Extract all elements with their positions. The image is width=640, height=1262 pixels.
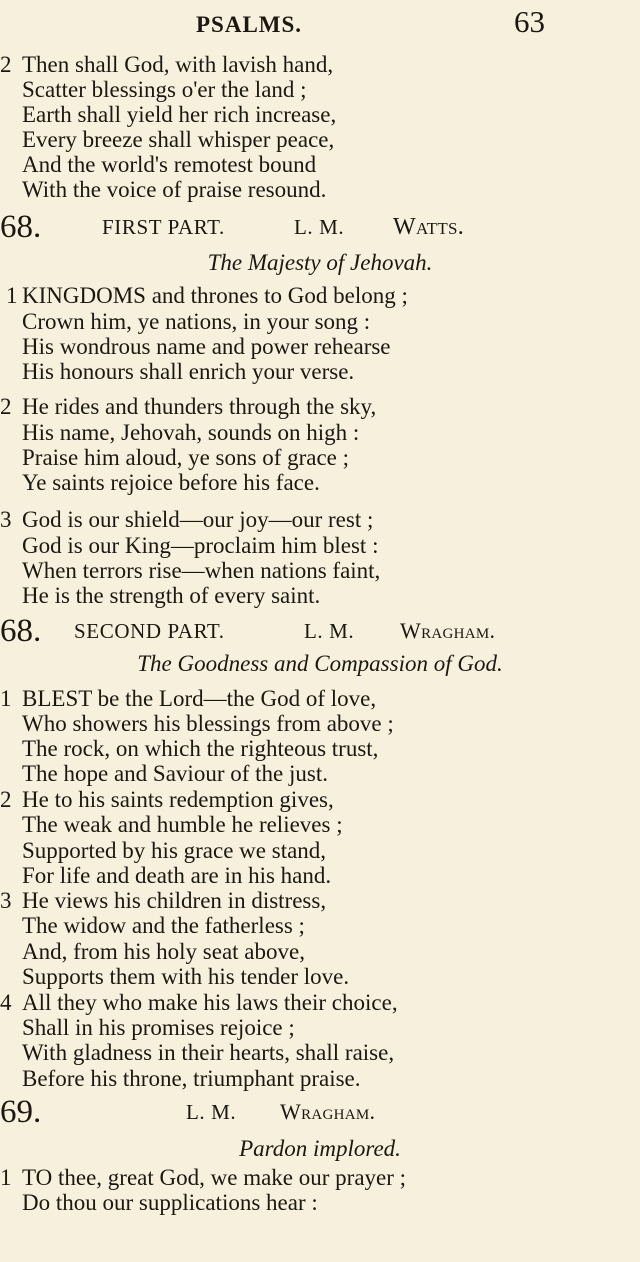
hymn-meter: L. M.: [304, 619, 355, 643]
page-header: [0, 2, 640, 42]
hymn-subtitle: The Majesty of Jehovah.: [207, 250, 433, 275]
verse-number: 4: [0, 990, 12, 1015]
verse-number: 2: [0, 394, 12, 419]
verse-number: 2: [0, 52, 12, 77]
page-number: 63: [514, 4, 545, 39]
hymnal-page: PSALMS. 63 2 Then shall God, with lavish hand, Scatter blessings o'er the land ; Earth shall yield her rich increase, Every breeze shall whisper peace, And the world's remotest bound With the voice of praise resound. 68. FIRST PART. L. M. Watts. The Majesty of Jehovah. 1 KINGDOMS and thrones to God belong ; Crown him, ye nations, in your song : His wondrous name and power rehearse His honours shall enrich your verse. 2 He rides and thunders through the sky, His name, Jehovah, sounds on high : Praise him aloud, ye sons of grace ; Ye saints rejoice before his face. 3 God is our shield—our joy—our rest ; God is our King—proclaim him blest : When terrors rise—when nations faint, He is the strength of every saint. 68. SECOND PART. L. M. Wragham. The Goodness and Compassion of God. 1 BLEST be the Lord—the God of love, Who showers his blessings from above ; The rock, on which the righteous trust, The hope and Saviour of the just. 2 He to his saints redemption gives, The weak and humble he relieves ; Supported by his grace we stand, For life and death are in his hand. 3 He views his children in distress, The widow and the fatherless ; And, from his holy seat above, Supports them with his tender love. 4 All they who make his laws their choice, Shall in his promises rejoice ; With gladness in their hearts, shall raise, Before his throne, triumphant praise. 69. L. M. Wragham. Pardon implored. 1 TO thee, great God, we make our prayer ; Do thou our supplications hear :: [0, 0, 640, 1262]
hymn-meter: L. M.: [186, 1100, 237, 1124]
verse-number: 1: [0, 1165, 12, 1190]
hymn-number: 68.: [0, 613, 42, 649]
hymn-part: SECOND PART.: [74, 619, 225, 643]
hymn-subtitle: The Goodness and Compassion of God.: [137, 651, 503, 676]
hymn-author: Watts.: [393, 214, 465, 240]
hymn-meter: L. M.: [294, 215, 345, 239]
hymn-part: FIRST PART.: [102, 215, 225, 239]
hymn-number: 68.: [0, 209, 42, 245]
running-head: PSALMS.: [196, 12, 303, 37]
hymn-number: 69.: [0, 1094, 42, 1130]
hymn-heading: [0, 1095, 640, 1129]
verse-number: 1: [0, 686, 12, 711]
verse-number: 3: [0, 507, 12, 532]
verse-number: 2: [0, 787, 12, 812]
hymn-heading: [0, 210, 640, 244]
verse-number: 3: [0, 888, 12, 913]
hymn-heading: [0, 614, 640, 648]
hymn-subtitle: Pardon implored.: [239, 1136, 401, 1161]
hymn-author: Wragham.: [400, 618, 496, 643]
verse-number: 1: [6, 283, 18, 308]
hymn-author: Wragham.: [280, 1099, 376, 1124]
